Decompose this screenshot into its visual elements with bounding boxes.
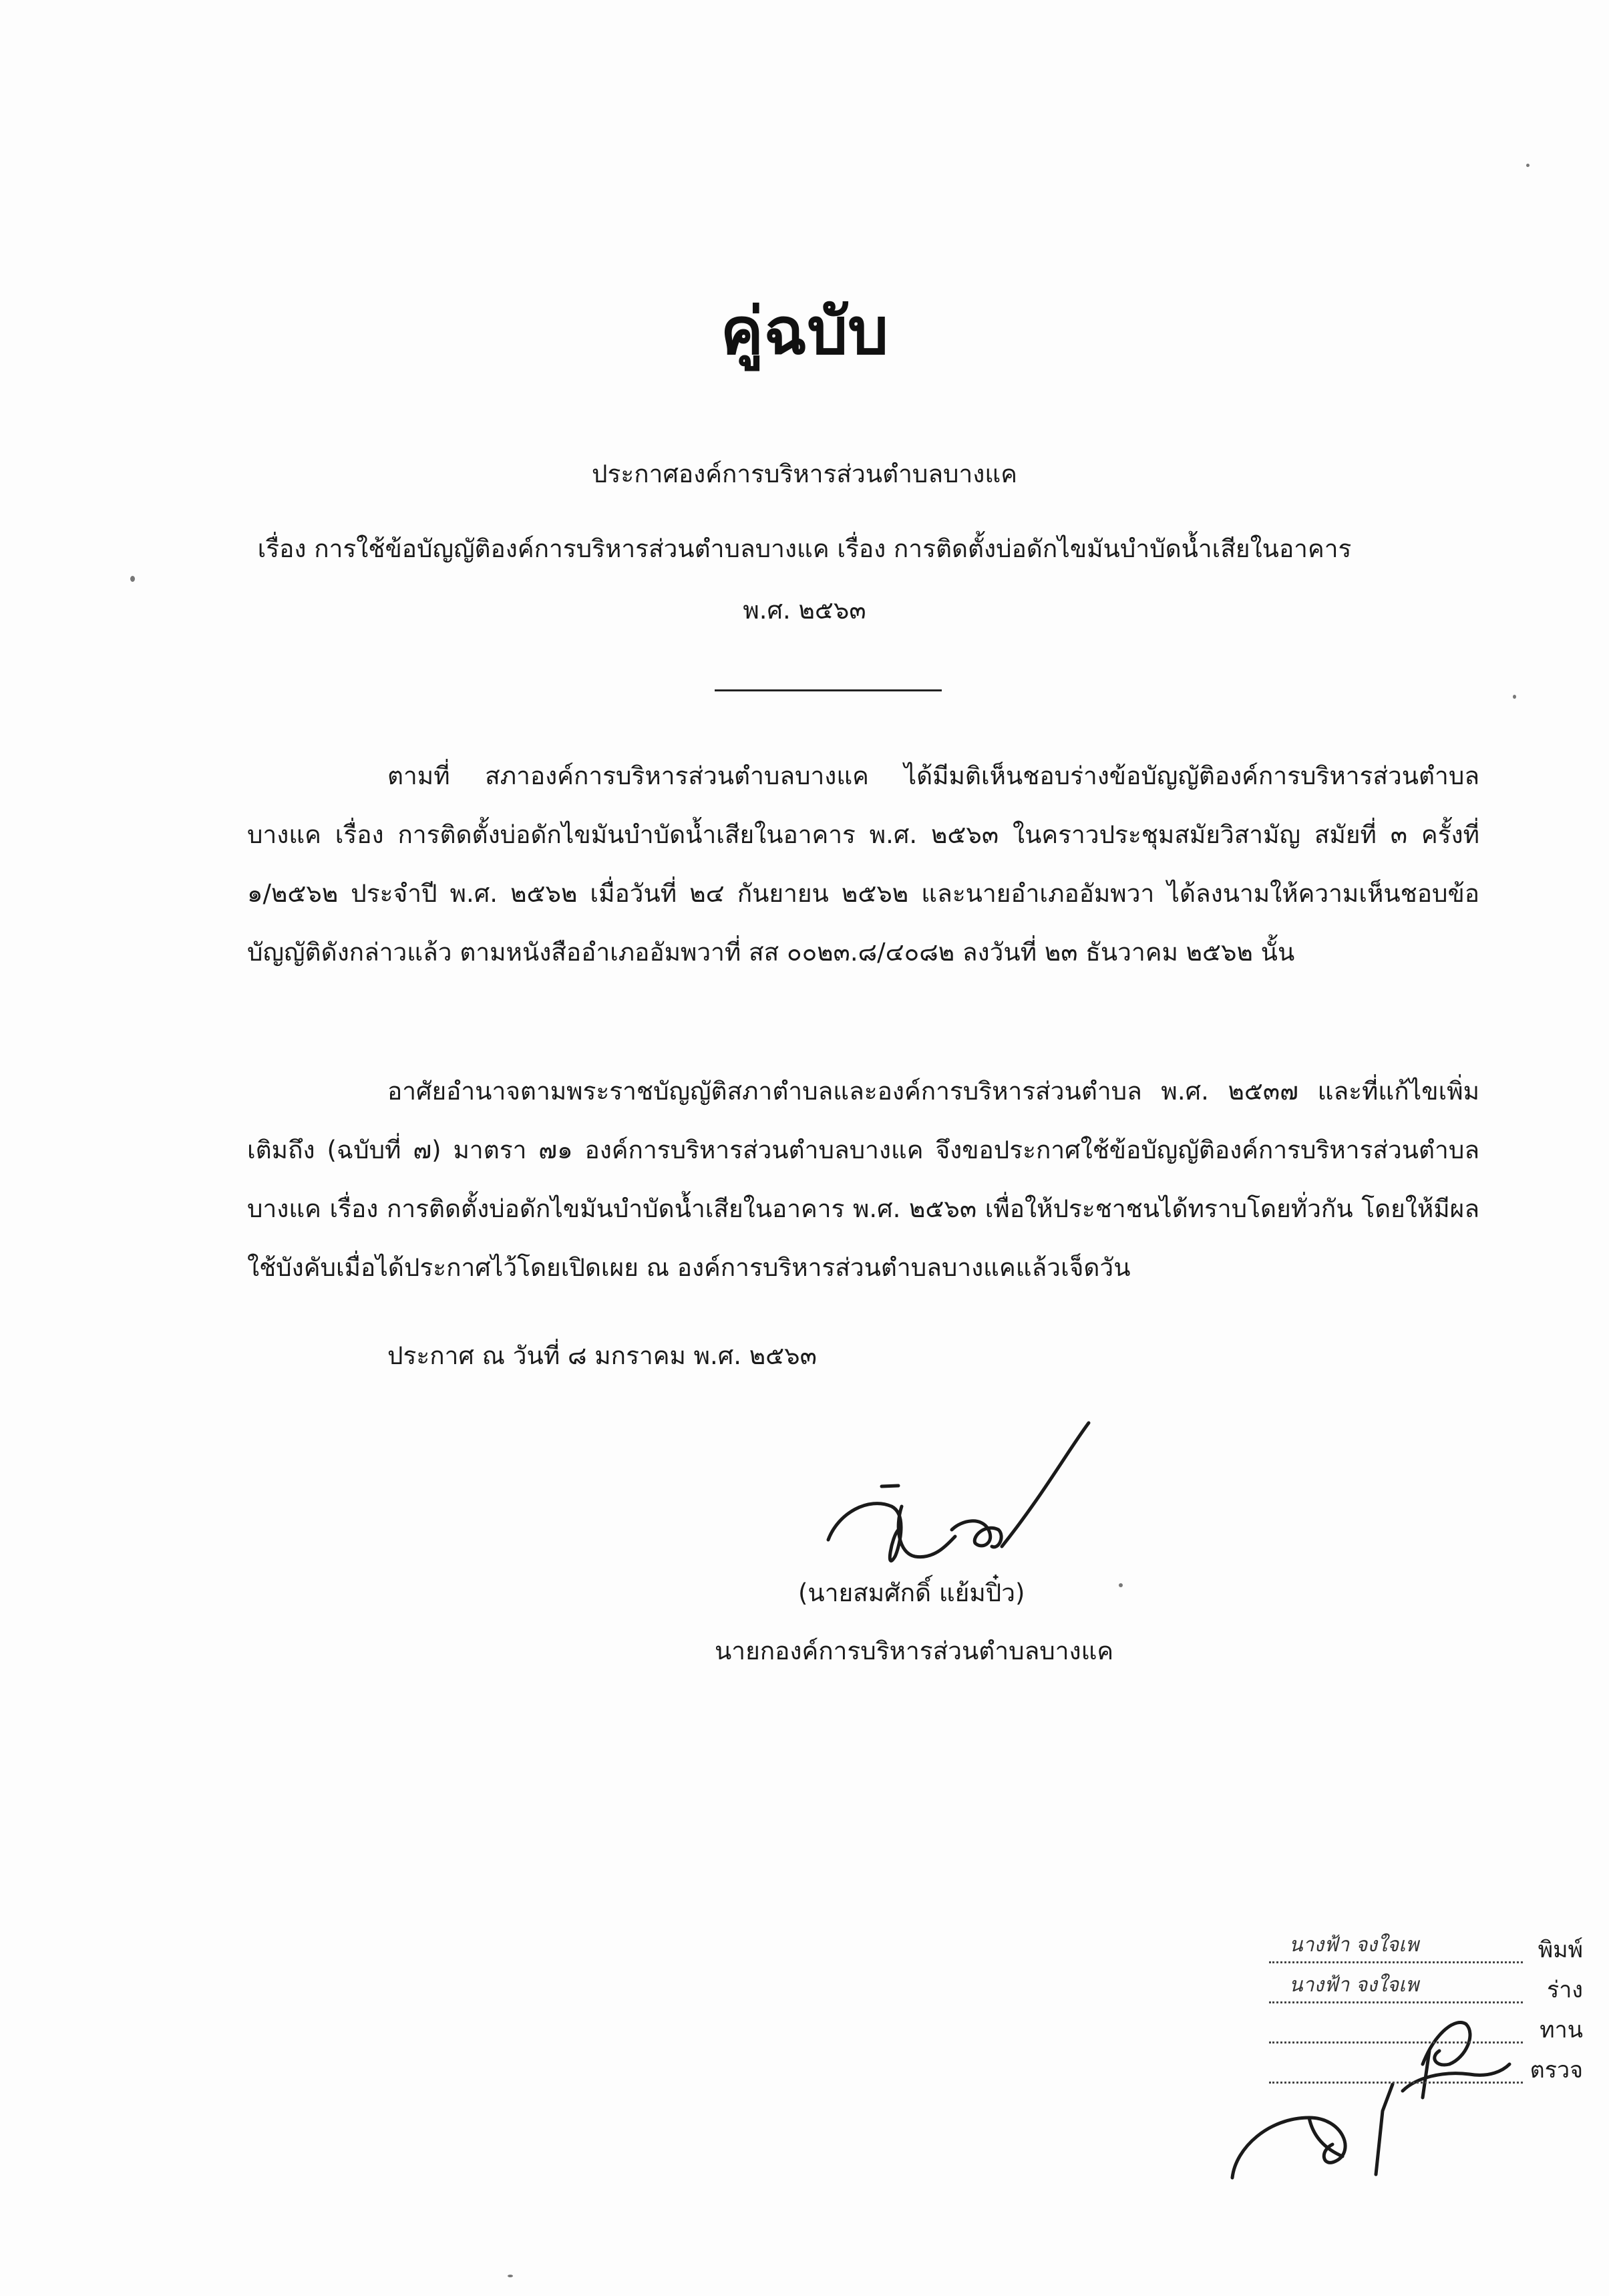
approval-dotted-line <box>1269 2001 1523 2003</box>
signer-name: (นายสมศักดิ์ แย้มปิ๋ว) <box>798 1579 1025 1607</box>
approval-dotted-line <box>1269 1961 1523 1963</box>
body-paragraph-2: อาศัยอำนาจตามพระราชบัญญัติสภาตำบลและองค์การบริหารส่วนตำบล พ.ศ. ๒๕๓๗ และที่แก้ไขเพิ่มเติมถึง (ฉบับที่ ๗) มาตรา ๗๑ องค์การบริหารส่วนตำบลบางแค จึงขอประกาศใช้ข้อบัญญัติองค์การบริหารส่วนตำบลบางแค เรื่อง การติดตั้งบ่อดักไขมันบำบัดน้ำเสียในอาคาร พ.ศ. ๒๕๖๓ เพื่อให้ประชาชนได้ทราบโดยทั่วกัน โดยให้มีผลใช้บังคับเมื่อได้ประกาศไว้โดยเปิดเผย ณ องค์การบริหารส่วนตำบลบางแคแล้วเจ็ดวัน <box>247 1077 1479 1282</box>
approval-label: ทาน <box>1540 2017 1583 2043</box>
signer-position: นายกองค์การบริหารส่วนตำบลบางแค <box>715 1637 1114 1665</box>
approval-dotted-line <box>1269 2082 1523 2084</box>
approval-label: ตรวจ <box>1530 2057 1583 2084</box>
approval-name: นางฟ้า จงใจเพ <box>1289 1933 1419 1957</box>
announcement-year: พ.ศ. ๒๕๖๓ <box>743 596 866 625</box>
approval-row-typed <box>1269 1934 1583 1967</box>
approval-name: นางฟ้า จงใจเพ <box>1289 1973 1419 1997</box>
announcement-date: ประกาศ ณ วันที่ ๘ มกราคม พ.ศ. ๒๕๖๓ <box>387 1341 817 1370</box>
announcement-title: ประกาศองค์การบริหารส่วนตำบลบางแค <box>592 460 1017 488</box>
approval-dotted-line <box>1269 2041 1523 2043</box>
scan-speck <box>508 2275 513 2277</box>
scan-speck <box>1513 695 1516 699</box>
announcement-subject: เรื่อง การใช้ข้อบัญญัติองค์การบริหารส่วนตำบลบางแค เรื่อง การติดตั้งบ่อดักไขมันบำบัดน้ำเสียในอาคาร <box>257 534 1352 563</box>
copy-stamp: คู่ฉบับ <box>720 294 889 369</box>
approval-row-reviewed <box>1269 2014 1583 2047</box>
approval-row-drafted <box>1269 1974 1583 2007</box>
approval-label: พิมพ์ <box>1538 1937 1583 1963</box>
approval-label: ร่าง <box>1547 1977 1583 2003</box>
scan-speck <box>130 576 135 582</box>
scan-speck <box>1526 164 1530 167</box>
scan-speck <box>1119 1583 1123 1587</box>
approval-row-checked <box>1269 2054 1583 2088</box>
body-paragraph-1: ตามที่ สภาองค์การบริหารส่วนตำบลบางแค ได้มีมติเห็นชอบร่างข้อบัญญัติองค์การบริหารส่วนตำบลบางแค เรื่อง การติดตั้งบ่อดักไขมันบำบัดน้ำเสียในอาคาร พ.ศ. ๒๕๖๓ ในคราวประชุมสมัยวิสามัญ สมัยที่ ๓ ครั้งที่ ๑/๒๕๖๒ ประจำปี พ.ศ. ๒๕๖๒ เมื่อวันที่ ๒๔ กันยายน ๒๕๖๒ และนายอำเภออัมพวา ได้ลงนามให้ความเห็นชอบข้อบัญญัติดังกล่าวแล้ว ตามหนังสืออำเภออัมพวาที่ สส ๐๐๒๓.๘/๔๐๘๒ ลงวันที่ ๒๓ ธันวาคม ๒๕๖๒ นั้น <box>247 762 1479 967</box>
